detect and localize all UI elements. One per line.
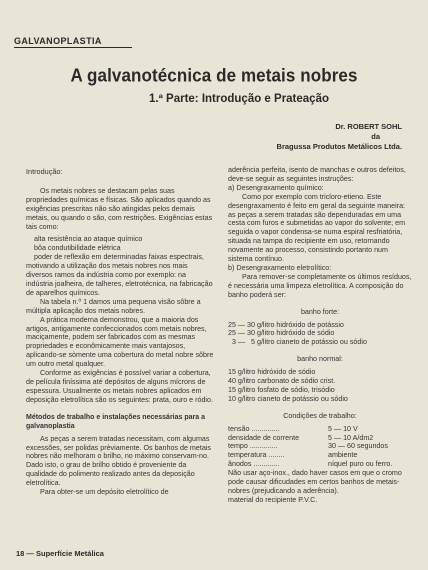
section-label: GALVANOPLASTIA xyxy=(14,36,132,48)
condition-value: níquel puro ou ferro. xyxy=(328,460,393,469)
condition-value: 5 — 10 A/dm2 xyxy=(328,433,374,442)
article-subtitle: 1.ª Parte: Introdução e Prateação xyxy=(148,93,329,105)
list-item: alta resistência ao ataque químico xyxy=(34,235,143,244)
conditions-label: Condições de trabalho: xyxy=(283,411,357,420)
formula-line: 40 g/litro carbonato de sódio crist. xyxy=(228,377,336,386)
formula-line: 25 — 30 g/litro hidróxido de sódio xyxy=(228,329,335,338)
condition-label: densidade de corrente xyxy=(228,433,300,442)
condition-value: 30 — 60 segundos xyxy=(328,442,388,451)
condition-label: tempo .............. xyxy=(228,442,278,451)
subheading: b) Desengraxamento eletrolítico: xyxy=(228,263,332,272)
condition-label: ânodos ............. xyxy=(228,460,280,469)
page-footer: 18 — Superfície Metálica xyxy=(16,549,104,558)
author-block xyxy=(277,122,402,152)
condition-value: ambiente xyxy=(328,451,358,460)
bath-label: banho forte: xyxy=(300,307,340,316)
bath-label: banho normal: xyxy=(297,355,343,364)
author-name: Dr. ROBERT SOHL xyxy=(335,122,402,131)
condition-row xyxy=(228,460,412,469)
paragraph: Como por exemplo com tricloro-etieno. Este desengraxamento é feito em geral da seguinte maneira: as peças a serem tratadas são dependuradas em uma cesta com furos e submetidas ao vapor do solvente; em seguida o vapor condensa-se numa espiral resfriatória, situada na tampa do recipiente em uso, retornando novamente ao processo, consistindo portanto num sistema contínuo. xyxy=(228,192,406,264)
formula-line: 10 g/litro cianeto de potássio ou sódio xyxy=(228,394,348,403)
subheading: a) Desengraxamento químico: xyxy=(228,183,324,192)
condition-row xyxy=(228,442,412,451)
formula-line: 25 — 30 g/litro hidróxido de potássio xyxy=(228,320,344,329)
condition-row xyxy=(228,451,412,460)
methods-heading: Métodos de trabalho e instalações necessárias para a galvanoplastia xyxy=(26,413,205,430)
paragraph: material do recipiente P.V.C. xyxy=(228,495,318,504)
paragraph: Para remover-se completamente os últimos resíduos, é necessária uma limpeza eletrolítica. A composição do banho poderá ser: xyxy=(228,272,412,299)
article-title: A galvanotécnica de metais nobres xyxy=(70,65,358,86)
list-item: bôa condutibilidade elétrica xyxy=(34,244,121,253)
author-da: da xyxy=(371,132,380,141)
intro-heading: Introdução: xyxy=(26,167,63,176)
paragraph: Conforme as exigências é possível variar a cobertura, de película finíssima até depósitos de alguns mícrons de espessura. Usualmente os metais nobres aplicados em deposição eletrolítica são os seguintes: prata, ouro e ródio. xyxy=(26,369,213,404)
condition-value: 5 — 10 V xyxy=(328,424,358,433)
condition-row xyxy=(228,425,412,434)
paragraph: As peças a serem tratadas necessitam, com algumas excessões, ser polidas prèviamente. Os banhos de metais nobres não melhoram o brilho, no máximo conservam-no. Dado isto, o grau de brilho obtido é proveniente da qualidade do polimento realizado antes da deposição eletrolítica. xyxy=(26,434,211,488)
condition-label: tensão .............. xyxy=(228,424,280,433)
left-column xyxy=(26,168,214,497)
formula-line: 15 g/litro hidróxido de sódio xyxy=(228,368,316,377)
paragraph: Os metais nobres se destacam pelas suas propriedades químicas e físicas. São aplicados quando as exigências prescritas não são atingidas pelos demais metais, ou quando o são, com restrições. Exigências estas tais como: xyxy=(26,186,213,231)
condition-label: temperatura ........ xyxy=(228,451,285,460)
list-item: poder de reflexão em determinadas faixas espectrais, xyxy=(34,253,204,262)
paragraph: Na tabela n.º 1 damos uma pequena visão sôbre a múltipla aplicação dos metais nobres. xyxy=(26,297,201,315)
paragraph: motivando a utilização dos metais nobres nos mais diversos ramos da indústria como por exemplo: na indústria joalheira, de talheres, eletrotécnica, na fabricação de aparelhos químicos. xyxy=(26,262,213,297)
condition-row xyxy=(228,434,412,443)
paragraph: Não usar aço-inox., dado haver casos em que o cromo pode causar dificudades em certos banhos de metais-nobres (prejudicando a aderência). xyxy=(228,469,402,495)
author-company: Bragussa Produtos Metálicos Ltda. xyxy=(276,142,402,151)
paragraph: A prática moderna demonstrou, que a maioria dos artigos, antigamente confeccionados com metais nobres, maciçamente, podem ser fabricados com as mesmas propriedades e econômicamente mais vantajosos, aplicando-se sòmente uma cobertura do metal nobre sôbre um outro metal qualquer. xyxy=(26,315,214,369)
right-column xyxy=(228,166,412,505)
paragraph: Para obter-se um depósito eletrolítico de xyxy=(40,488,169,497)
paragraph: aderência perfeita, isento de manchas e outros defeitos, deve-se seguir as seguintes instruções: xyxy=(228,166,406,183)
formula-line: 3 — 5 g/litro cianeto de potássio ou sódio xyxy=(228,338,367,347)
formula-line: 15 g/litro fosfato de sódio, trisódio xyxy=(228,385,335,394)
